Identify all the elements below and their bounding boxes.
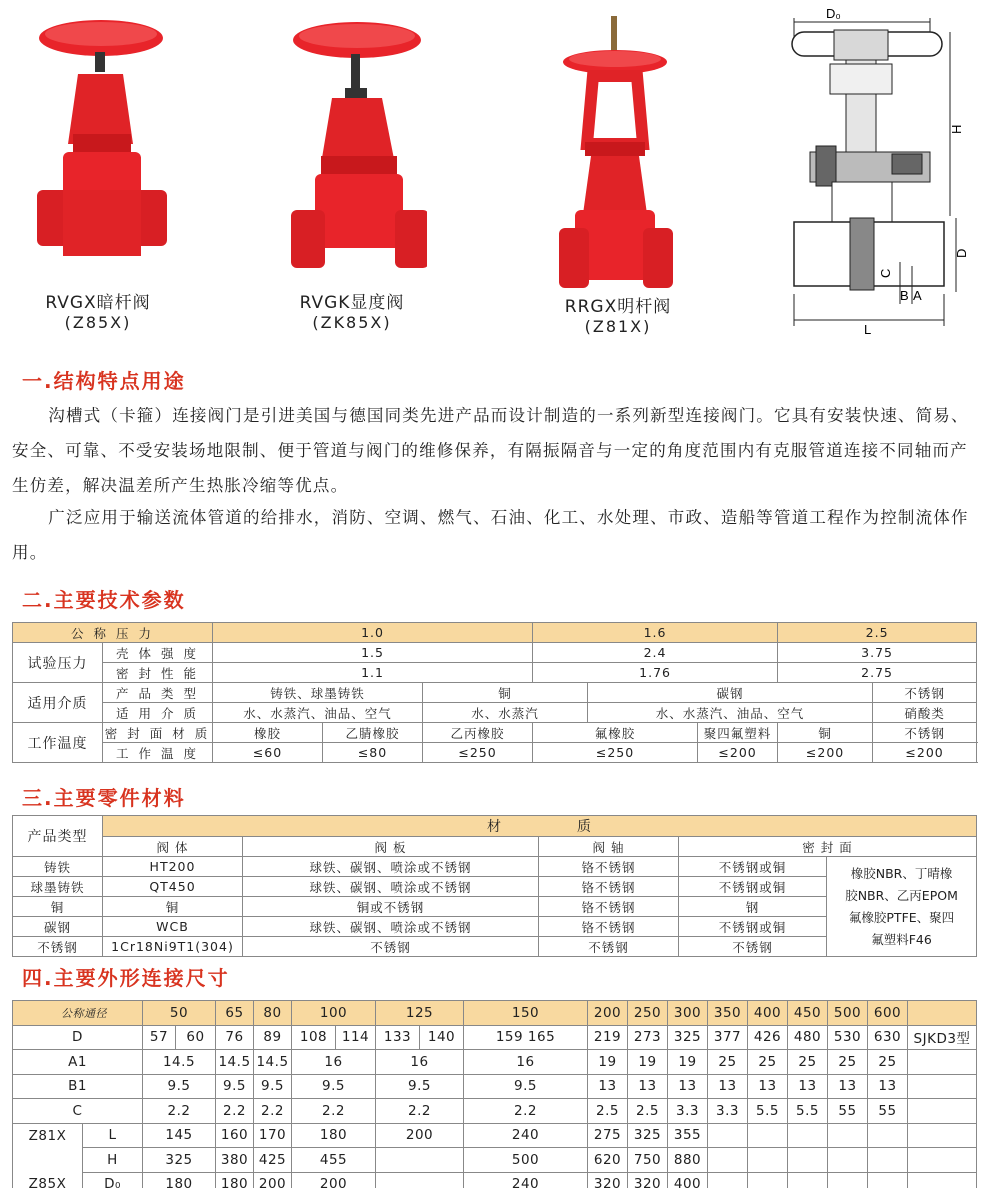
h-label: H [83,1148,143,1173]
ptype-label: 产 品 类 型 [103,683,213,703]
d0-value: 320 [588,1172,628,1188]
d0-value [376,1172,464,1188]
shell-value: 1.5 [213,643,533,663]
d-value: 60 [176,1025,216,1050]
row-seal: 不锈钢或铜 [679,877,827,897]
d0-value: 200 [254,1172,292,1188]
h-value: 380 [216,1148,254,1173]
row-disc: 铜或不锈钢 [243,897,539,917]
l-empty [868,1123,908,1148]
d0-value: 180 [216,1172,254,1188]
temp-label: 工作温度 [13,723,103,763]
a1-value: 14.5 [216,1050,254,1075]
h-value: 325 [143,1148,216,1173]
product-model: (Z81X) [584,317,652,336]
h-value: 620 [588,1148,628,1173]
row-body: 铜 [103,897,243,917]
materials-table [12,815,977,957]
b1-value: 13 [668,1074,708,1099]
smat-value: 乙丙橡胶 [423,723,533,743]
seal-note-line: 橡胶NBR、丁晴橡 [850,865,953,881]
b1-value: 13 [588,1074,628,1099]
row-body: QT450 [103,877,243,897]
dn-value: 500 [828,1001,868,1026]
amed-value: 硝酸类 [873,703,977,723]
pn-value: 1.6 [533,623,778,643]
ptype-value: 不锈钢 [873,683,977,703]
d-value: 76 [216,1025,254,1050]
c-value: 2.2 [376,1099,464,1124]
smat-label: 密 封 面 材 质 [103,723,213,743]
pn-header: 公 称 压 力 [13,623,213,643]
b1-value: 9.5 [464,1074,588,1099]
wtemp-value: ≤200 [778,743,873,763]
c-value: 5.5 [788,1099,828,1124]
label-h: H [949,124,964,134]
dn-value: 350 [708,1001,748,1026]
row-type: 碳钢 [13,917,103,937]
wtemp-value: ≤250 [533,743,698,763]
d-value: 630 [868,1025,908,1050]
l-value: 325 [628,1123,668,1148]
h-value: 880 [668,1148,708,1173]
row-disc: 球铁、碳钢、喷涂或不锈钢 [243,857,539,877]
product-1 [18,14,178,332]
smat-value: 不锈钢 [873,723,977,743]
dn-value: 600 [868,1001,908,1026]
label-d0: D₀ [826,6,841,21]
dn-value: 50 [143,1001,216,1026]
a1-value: 16 [292,1050,376,1075]
l-empty [788,1123,828,1148]
shell-label: 壳 体 强 度 [103,643,213,663]
d0-empty [708,1172,748,1188]
row-body: 1Cr18Ni9T1(304) [103,937,243,957]
d-value: 57 [143,1025,176,1050]
dimensions-table [12,1000,977,1188]
c-value: 3.3 [668,1099,708,1124]
ptype-value: 碳钢 [588,683,873,703]
product-model: (ZK85X) [312,313,392,332]
h-value: 500 [464,1148,588,1173]
c-value: 2.5 [588,1099,628,1124]
row-seal: 不锈钢或铜 [679,857,827,877]
row-shaft: 铬不锈钢 [539,857,679,877]
amed-label: 适 用 介 质 [103,703,213,723]
label-d: D [954,248,969,258]
b1-value: 13 [628,1074,668,1099]
d-value: 140 [420,1025,464,1050]
wtemp-value: ≤60 [213,743,323,763]
l-empty [748,1123,788,1148]
a1-value: 25 [708,1050,748,1075]
section-title-2: 二.主要技术参数 [22,588,186,612]
d-value: 426 [748,1025,788,1050]
b1-value: 13 [708,1074,748,1099]
valve-image-z85x [23,14,173,284]
pn-value: 2.5 [778,623,977,643]
a1-label: A1 [13,1050,143,1075]
amed-value: 水、水蒸汽、油品、空气 [588,703,873,723]
l-value: 180 [292,1123,376,1148]
a1-value: 14.5 [143,1050,216,1075]
amed-value: 水、水蒸汽 [423,703,588,723]
valve-cross-section [780,4,980,334]
col-shaft: 阀 轴 [539,837,679,857]
c-value: 55 [828,1099,868,1124]
row-shaft: 铬不锈钢 [539,917,679,937]
ptype-value: 铸铁、球墨铸铁 [213,683,423,703]
d-value: 325 [668,1025,708,1050]
smat-value: 聚四氟塑料 [698,723,778,743]
seal-note-line: 氟塑料F46 [871,931,932,947]
b1-value: 13 [788,1074,828,1099]
a1-extra [908,1050,977,1075]
row-seal: 不锈钢 [679,937,827,957]
seal-label: 密 封 性 能 [103,663,213,683]
row-seal: 钢 [679,897,827,917]
row-shaft: 不锈钢 [539,937,679,957]
h-empty [908,1148,977,1173]
l-value: 355 [668,1123,708,1148]
seal-note-line: 胶NBR、乙丙EPOM [845,887,958,903]
wtemp-value: ≤200 [698,743,778,763]
c-value: 2.2 [292,1099,376,1124]
d0-value: 200 [292,1172,376,1188]
pn-value: 1.0 [213,623,533,643]
l-value: 170 [254,1123,292,1148]
row-type: 铸铁 [13,857,103,877]
dn-value: 125 [376,1001,464,1026]
z-spacer [13,1148,83,1173]
l-label: L [83,1123,143,1148]
section-title-3: 三.主要零件材料 [22,786,186,810]
a1-value: 25 [748,1050,788,1075]
a1-value: 19 [668,1050,708,1075]
row-shaft: 铬不锈钢 [539,897,679,917]
l-value: 240 [464,1123,588,1148]
l-value: 275 [588,1123,628,1148]
product-2 [272,14,432,332]
seal-value: 1.76 [533,663,778,683]
valve-image-zk85x [277,14,427,284]
b1-value: 9.5 [143,1074,216,1099]
l-empty [908,1123,977,1148]
a1-value: 19 [588,1050,628,1075]
wtemp-value: ≤250 [423,743,533,763]
b1-value: 13 [868,1074,908,1099]
d-value: 114 [336,1025,376,1050]
d0-value: 320 [628,1172,668,1188]
ptype-value: 铜 [423,683,588,703]
c-extra [908,1099,977,1124]
h-empty [748,1148,788,1173]
l-value: 160 [216,1123,254,1148]
paragraph-1: 沟槽式（卡箍）连接阀门是引进美国与德国同类先进产品而设计制造的一系列新型连接阀门。它具有安装快速、简易、安全、可靠、不受安装场地限制、便于管道与阀门的维修保养，有隔振隔音与一定的角度范围内有克服管道连接不同轴而产生仿差，解决温差所产生热胀冷缩等优点。 [12,406,969,495]
l-empty [828,1123,868,1148]
d0-empty [868,1172,908,1188]
c-value: 2.2 [464,1099,588,1124]
section-title-1: 一.结构特点用途 [22,369,186,393]
paragraph-2: 广泛应用于输送流体管道的给排水，消防、空调、燃气、石油、化工、水处理、市政、造船等管道工程作为控制流体作用。 [12,508,969,562]
wtemp-label: 工 作 温 度 [103,743,213,763]
row-type: 球墨铸铁 [13,877,103,897]
a1-value: 16 [376,1050,464,1075]
b1-value: 9.5 [254,1074,292,1099]
d0-value: 240 [464,1172,588,1188]
smat-value: 橡胶 [213,723,323,743]
ptype-header: 产品类型 [13,816,103,857]
row-type: 不锈钢 [13,937,103,957]
c-value: 2.5 [628,1099,668,1124]
a1-value: 16 [464,1050,588,1075]
z81-label: Z81X [13,1123,83,1148]
a1-value: 19 [628,1050,668,1075]
d-value: 219 [588,1025,628,1050]
seal-value: 1.1 [213,663,533,683]
smat-value: 氟橡胶 [533,723,698,743]
row-disc: 球铁、碳钢、喷涂或不锈钢 [243,877,539,897]
dn-value: 250 [628,1001,668,1026]
h-empty [708,1148,748,1173]
a1-value: 25 [828,1050,868,1075]
d0-value: 400 [668,1172,708,1188]
col-body: 阀 体 [103,837,243,857]
h-empty [788,1148,828,1173]
c-label: C [13,1099,143,1124]
h-value [376,1148,464,1173]
section-title-4: 四.主要外形连接尺寸 [22,966,230,990]
c-value: 55 [868,1099,908,1124]
label-b: B [900,288,909,303]
d-value: 108 [292,1025,336,1050]
a1-value: 14.5 [254,1050,292,1075]
d-value: 377 [708,1025,748,1050]
c-value: 2.2 [254,1099,292,1124]
product-3 [538,14,698,336]
row-disc: 不锈钢 [243,937,539,957]
row-shaft: 铬不锈钢 [539,877,679,897]
dn-value: 65 [216,1001,254,1026]
b1-label: B1 [13,1074,143,1099]
d0-empty [788,1172,828,1188]
b1-value: 13 [828,1074,868,1099]
row-body: HT200 [103,857,243,877]
d0-empty [748,1172,788,1188]
c-value: 2.2 [143,1099,216,1124]
b1-value: 9.5 [292,1074,376,1099]
l-value: 145 [143,1123,216,1148]
sjkd-label: SJKD3型 [908,1025,977,1050]
label-a: A [913,288,922,303]
d-value: 133 [376,1025,420,1050]
amed-value: 水、水蒸汽、油品、空气 [213,703,423,723]
d-value: 480 [788,1025,828,1050]
b1-value: 9.5 [216,1074,254,1099]
d-label: D [13,1025,143,1050]
z85-label: Z85X [13,1172,83,1188]
dn-corner: 公称通径 [13,1001,143,1026]
smat-value: 乙腈橡胶 [323,723,423,743]
h-value: 455 [292,1148,376,1173]
dn-value: 200 [588,1001,628,1026]
col-seal: 密 封 面 [679,837,977,857]
material-header: 材 质 [103,816,977,837]
c-value: 5.5 [748,1099,788,1124]
d0-value: 180 [143,1172,216,1188]
valve-image-z81x [543,14,693,294]
label-l: L [864,322,872,334]
wtemp-value: ≤200 [873,743,977,763]
b1-value: 9.5 [376,1074,464,1099]
h-value: 750 [628,1148,668,1173]
d0-empty [908,1172,977,1188]
d-value: 273 [628,1025,668,1050]
dn-extra [908,1001,977,1026]
section-drawing [780,4,980,334]
c-value: 3.3 [708,1099,748,1124]
row-body: WCB [103,917,243,937]
row-type: 铜 [13,897,103,917]
dn-value: 100 [292,1001,376,1026]
d0-label: D₀ [83,1172,143,1188]
d-value: 530 [828,1025,868,1050]
test-pressure-label: 试验压力 [13,643,103,683]
a1-value: 25 [788,1050,828,1075]
product-name: RVGX暗杆阀 [45,293,151,313]
product-name: RRGX明杆阀 [564,297,672,317]
dn-value: 300 [668,1001,708,1026]
wtemp-value: ≤80 [323,743,423,763]
h-empty [868,1148,908,1173]
d-value: 89 [254,1025,292,1050]
a1-value: 25 [868,1050,908,1075]
b1-value: 13 [748,1074,788,1099]
dn-value: 150 [464,1001,588,1026]
shell-value: 2.4 [533,643,778,663]
h-value: 425 [254,1148,292,1173]
col-disc: 阀 板 [243,837,539,857]
h-empty [828,1148,868,1173]
dn-value: 80 [254,1001,292,1026]
product-name: RVGK显度阀 [299,293,405,313]
shell-value: 3.75 [778,643,977,663]
l-value: 200 [376,1123,464,1148]
seal-value: 2.75 [778,663,977,683]
product-model: (Z85X) [64,313,132,332]
dn-value: 450 [788,1001,828,1026]
b1-extra [908,1074,977,1099]
seal-note-line: 氟橡胶PTFE、聚四 [848,909,955,925]
row-disc: 球铁、碳钢、喷涂或不锈钢 [243,917,539,937]
medium-label: 适用介质 [13,683,103,723]
label-c: C [878,268,893,278]
d-value: 159 165 [464,1025,588,1050]
smat-value: 铜 [778,723,873,743]
row-seal: 不锈钢或铜 [679,917,827,937]
c-value: 2.2 [216,1099,254,1124]
d0-empty [828,1172,868,1188]
l-empty [708,1123,748,1148]
tech-params-table [12,622,977,763]
seal-note [827,857,977,957]
dn-value: 400 [748,1001,788,1026]
